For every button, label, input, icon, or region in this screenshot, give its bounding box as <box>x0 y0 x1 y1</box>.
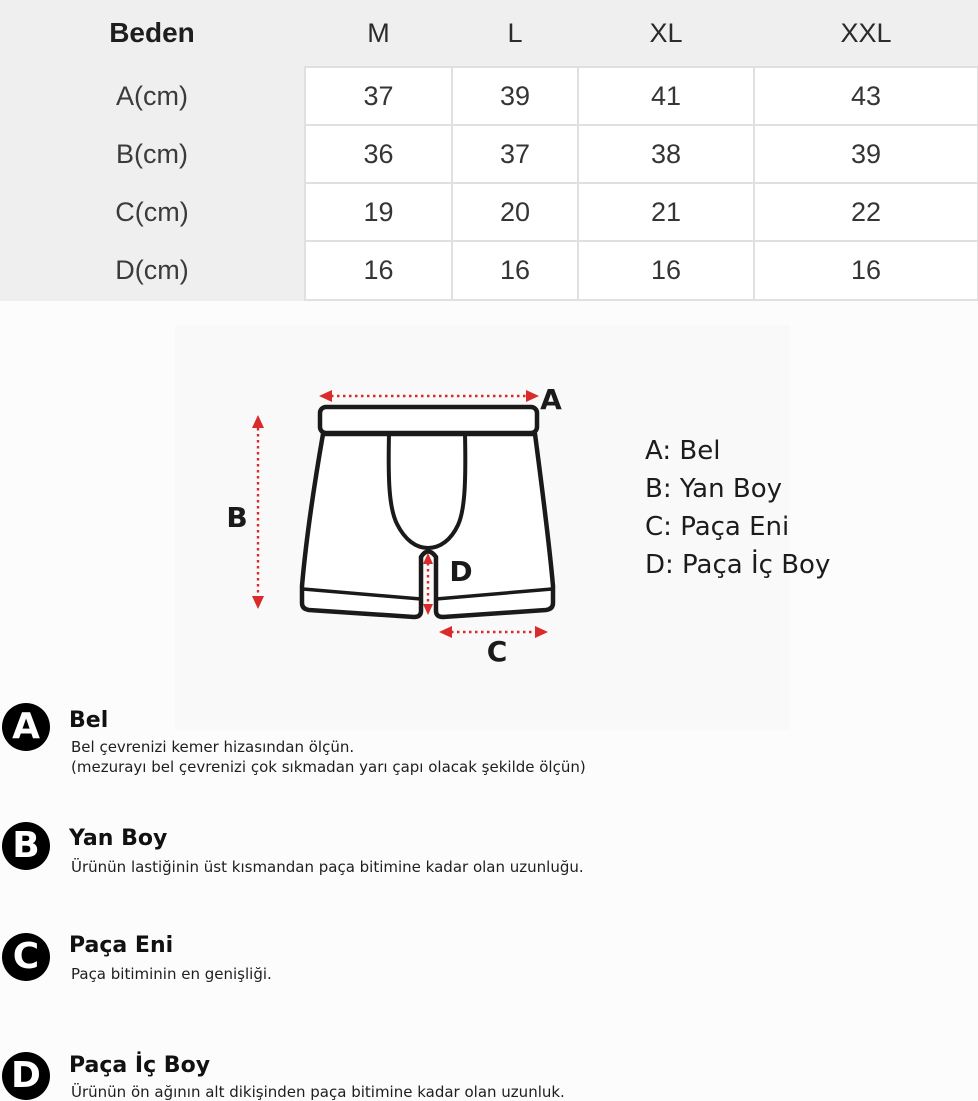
cell-d-xxl: 16 <box>755 242 977 299</box>
marker-d-label: D <box>449 555 473 588</box>
row-label-b: B(cm) <box>0 126 304 182</box>
cell-a-m: 37 <box>306 68 451 124</box>
legend-item-d <box>645 546 830 584</box>
legend-label-d: Paça İç Boy <box>682 550 831 580</box>
legend-item-c <box>645 508 830 546</box>
waistband <box>320 407 537 433</box>
definition-b-side-length <box>0 822 700 882</box>
cell-d-l: 16 <box>453 242 577 299</box>
definition-c-leg-width <box>0 933 700 993</box>
legend-item-a <box>645 432 830 470</box>
definition-a-waist <box>0 703 700 783</box>
diagram-legend <box>645 432 830 584</box>
cell-a-xl: 41 <box>579 68 753 124</box>
cell-d-xl: 16 <box>579 242 753 299</box>
definition-d-title: Paça İç Boy <box>69 1053 211 1078</box>
header-size-m: M <box>306 0 451 66</box>
definition-c-line-1: Paça bitiminin en genişliği. <box>71 965 272 983</box>
badge-a: A <box>2 703 50 751</box>
cell-c-xxl: 22 <box>755 184 977 240</box>
header-size-label: Beden <box>0 0 304 66</box>
definition-a-line-2: (mezurayı bel çevrenizi çok sıkmadan yarı çapı olacak şekilde ölçün) <box>71 758 586 776</box>
legend-label-b: Yan Boy <box>679 474 782 504</box>
legend-label-a: Bel <box>679 436 721 466</box>
header-size-xxl: XXL <box>755 0 977 66</box>
legend-key-d: D: <box>645 550 674 580</box>
definition-c-title: Paça Eni <box>69 933 174 958</box>
cell-b-xl: 38 <box>579 126 753 182</box>
row-label-c: C(cm) <box>0 184 304 240</box>
marker-b-label: B <box>226 501 248 534</box>
legend-item-b <box>645 470 830 508</box>
badge-d: D <box>2 1052 50 1100</box>
cell-d-m: 16 <box>306 242 451 299</box>
cell-c-m: 19 <box>306 184 451 240</box>
definition-b-description <box>71 857 584 877</box>
row-label-a: A(cm) <box>0 68 304 124</box>
marker-a-label: A <box>540 383 562 416</box>
definition-a-title: Bel <box>69 708 109 733</box>
legend-key-a: A: <box>645 436 672 466</box>
badge-c: C <box>2 933 50 981</box>
cell-b-m: 36 <box>306 126 451 182</box>
definition-a-description <box>71 737 586 777</box>
cell-b-xxl: 39 <box>755 126 977 182</box>
definition-b-line-1: Ürünün lastiğinin üst kısmandan paça bitimine kadar olan uzunluğu. <box>71 858 584 876</box>
cell-a-xxl: 43 <box>755 68 977 124</box>
header-size-l: L <box>453 0 577 66</box>
definition-d-inseam <box>0 1052 700 1101</box>
legend-key-b: B: <box>645 474 672 504</box>
row-label-d: D(cm) <box>0 242 304 299</box>
definition-d-line-1: Ürünün ön ağının alt dikişinden paça bitimine kadar olan uzunluk. <box>71 1083 565 1101</box>
definition-d-description <box>71 1083 565 1101</box>
legend-label-c: Paça Eni <box>680 512 790 542</box>
badge-b: B <box>2 822 50 870</box>
definition-a-line-1: Bel çevrenizi kemer hizasından ölçün. <box>71 738 355 756</box>
marker-c-label: C <box>486 635 508 668</box>
cell-b-l: 37 <box>453 126 577 182</box>
header-size-xl: XL <box>579 0 753 66</box>
definition-b-title: Yan Boy <box>69 826 168 851</box>
size-chart-table <box>0 0 978 301</box>
cell-a-l: 39 <box>453 68 577 124</box>
cell-c-xl: 21 <box>579 184 753 240</box>
cell-c-l: 20 <box>453 184 577 240</box>
legend-key-c: C: <box>645 512 672 542</box>
definition-c-description <box>71 964 272 984</box>
